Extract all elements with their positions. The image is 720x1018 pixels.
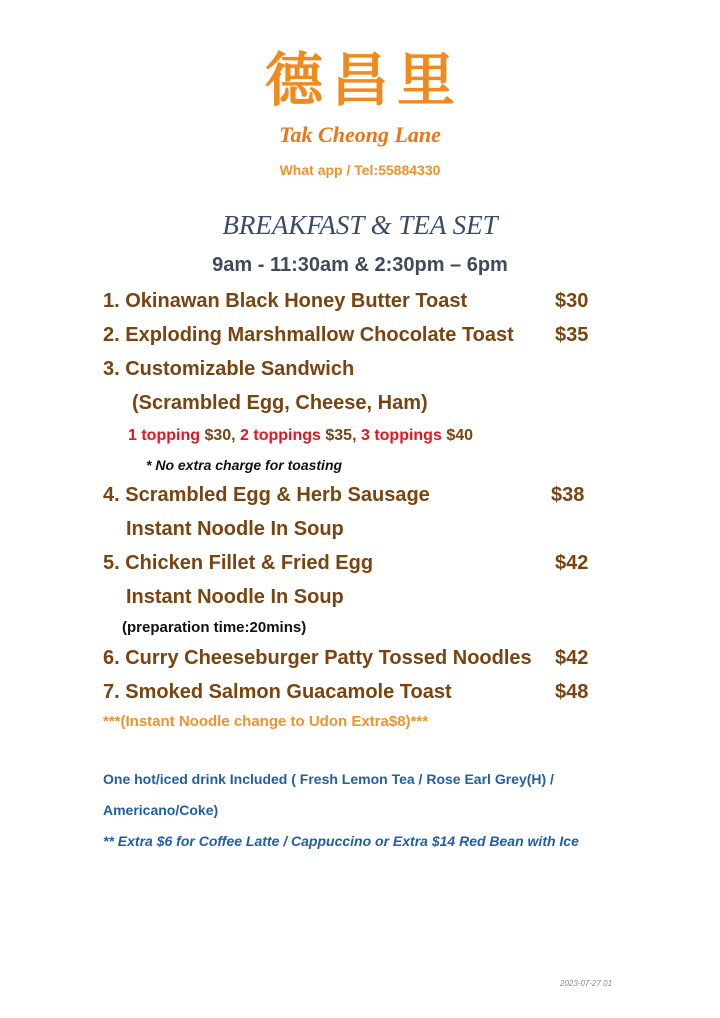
menu-item-1-name: 1. Okinawan Black Honey Butter Toast [103,290,468,312]
menu-hours: 9am - 11:30am & 2:30pm – 6pm [212,254,508,276]
menu-title: BREAKFAST & TEA SET [222,210,498,240]
topping-3-price: $40 [446,427,474,444]
menu-item-2-price: $35 [555,324,589,346]
brand-name: Tak Cheong Lane [279,122,441,147]
menu-item-3-sub: (Scrambled Egg, Cheese, Ham) [132,392,428,414]
toast-note: * No extra charge for toasting [146,457,343,473]
menu-item-4-sub: Instant Noodle In Soup [126,518,344,540]
logo [262,48,458,122]
drink-line-2: Americano/Coke) [103,802,219,818]
menu-item-5-price: $42 [555,552,589,574]
menu-item-1-price: $30 [555,290,589,312]
footer-date: 2023-07-27 01 [560,979,613,988]
menu-item-7-price: $48 [555,681,589,703]
menu-item-3-name: 3. Customizable Sandwich [103,358,355,380]
logo-char-lane: 里 [396,46,455,114]
toppings-line [128,427,473,445]
topping-2-label: 2 toppings [240,427,321,444]
udon-note: ***(Instant Noodle change to Udon Extra$8)*** [103,713,429,730]
menu-item-6-price: $42 [555,647,589,669]
topping-3-label: 3 toppings [360,427,442,444]
topping-1-label: 1 topping [128,427,200,444]
menu-item-4-price: $38 [551,484,585,506]
menu-item-2-name: 2. Exploding Marshmallow Chocolate Toast [103,324,514,346]
prep-note: (preparation time:20mins) [122,619,307,636]
logo-char-de: 德 [264,46,323,114]
topping-1-price: $30, [204,427,241,444]
drink-extra-note: ** Extra $6 for Coffee Latte / Cappuccino or Extra $14 Red Bean with Ice [103,833,579,849]
menu-item-5-name: 5. Chicken Fillet & Fried Egg [103,552,374,574]
topping-2-price: $35, [325,427,361,444]
contact-phone: What app / Tel:55884330 [279,162,441,178]
logo-char-cheong: 昌 [330,46,389,114]
drink-line-1: One hot/iced drink Included ( Fresh Lemon Tea / Rose Earl Grey(H) / [103,771,554,787]
menu-item-5-sub: Instant Noodle In Soup [126,586,344,608]
menu-item-7-name: 7. Smoked Salmon Guacamole Toast [103,681,452,703]
menu-item-6-name: 6. Curry Cheeseburger Patty Tossed Noodles [103,647,532,669]
menu-item-4-name: 4. Scrambled Egg & Herb Sausage [103,484,430,506]
